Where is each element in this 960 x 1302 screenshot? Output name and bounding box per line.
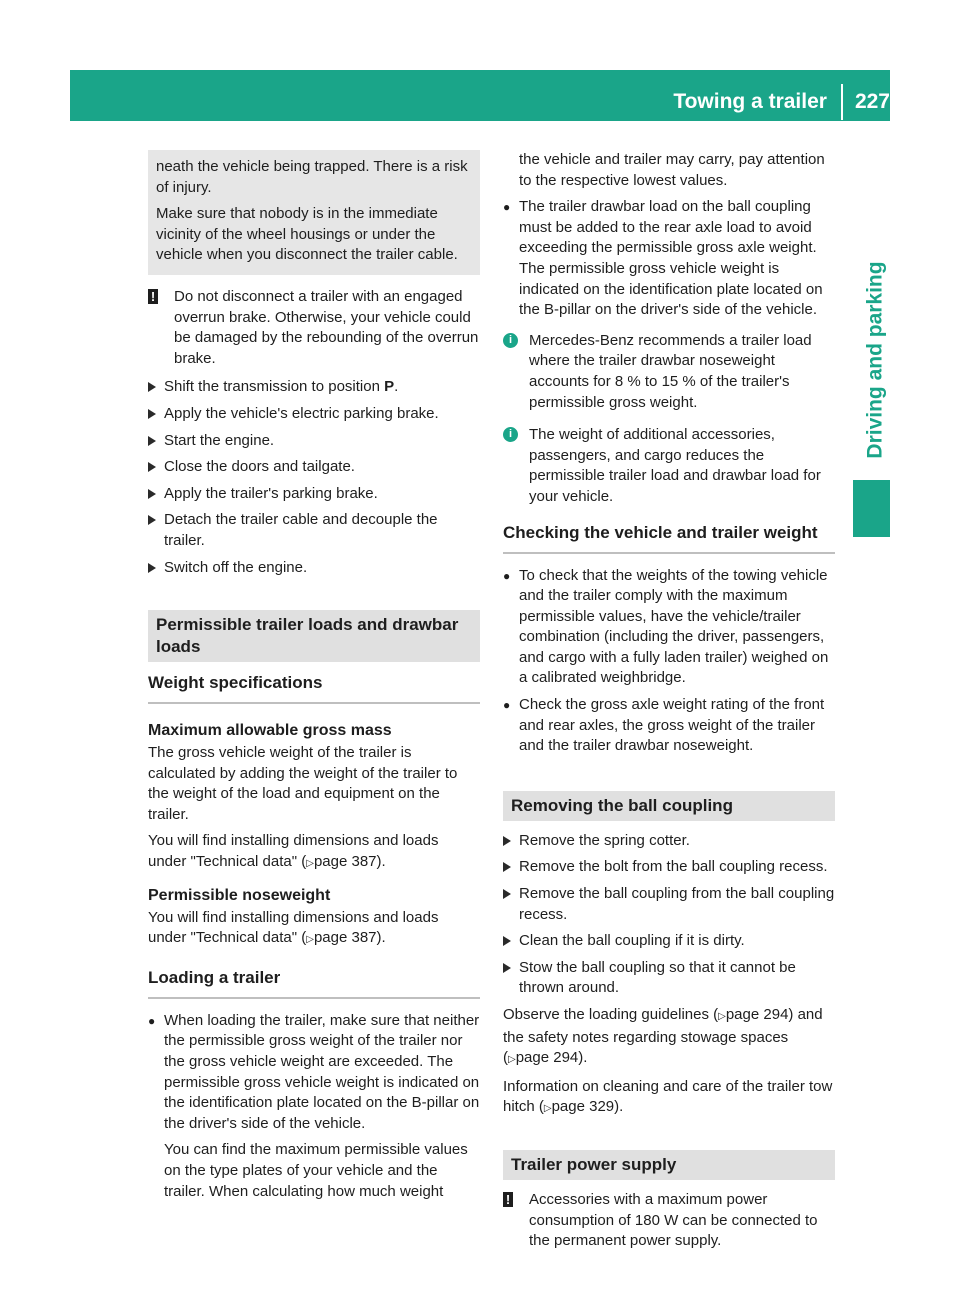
triangle-right-icon: ▷: [306, 858, 314, 870]
side-tab-label: Driving and parking: [863, 261, 887, 459]
triangle-right-icon: ▷: [306, 934, 314, 946]
bullet-list: [503, 566, 835, 757]
info-icon: i: [503, 427, 518, 442]
section-heading: Removing the ball coupling: [503, 791, 835, 821]
paragraph: You will find installing dimensions and loads under "Technical data" (▷page 387).: [148, 908, 439, 947]
subsection-heading: Weight specifications: [148, 672, 480, 704]
subsection-heading: Checking the vehicle and trailer weight: [503, 522, 835, 554]
arrow-right-icon: [148, 489, 156, 499]
exclamation-icon: !: [148, 289, 158, 304]
bullet-icon: ●: [148, 1013, 156, 1028]
arrow-right-icon: [148, 563, 156, 573]
page-title: Towing a trailer: [673, 90, 827, 113]
arrow-right-icon: [148, 515, 156, 525]
paragraph: Observe the loading guidelines (▷page 294) and the safety notes regarding stowage spaces (▷page 294).: [503, 1006, 823, 1067]
notice-text: Do not disconnect a trailer with an engaged overrun brake. Otherwise, your vehicle could be damaged by the rebounding of the overrun brake.: [174, 287, 479, 367]
info-icon: i: [503, 333, 518, 348]
list-item: ● Check the gross axle weight rating of the front and rear axles, the gross weight of the trailer and the trailer drawbar noseweight.: [503, 696, 825, 755]
arrow-right-icon: [503, 836, 511, 846]
arrow-right-icon: [503, 862, 511, 872]
header-divider: [841, 84, 843, 120]
step-list: [503, 831, 835, 999]
page-link[interactable]: page 294: [725, 1006, 789, 1023]
arrow-right-icon: [503, 936, 511, 946]
arrow-right-icon: [148, 462, 156, 472]
arrow-right-icon: [148, 409, 156, 419]
list-item: Stow the ball coupling so that it cannot be thrown around.: [503, 958, 835, 999]
list-item: Clean the ball coupling if it is dirty.: [503, 931, 835, 952]
triangle-right-icon: ▷: [718, 1011, 726, 1022]
subsection-heading: Loading a trailer: [148, 967, 480, 999]
subheading: Maximum allowable gross mass: [148, 722, 392, 740]
section-heading: Trailer power supply: [503, 1150, 835, 1180]
list-item: ● To check that the weights of the towing vehicle and the trailer comply with the maximum permissible values, have the vehicle/trailer combination (including the driver, passengers, and cargo with a fully laden trailer) weighed on a calibrated weighbridge.: [503, 566, 829, 687]
page-link[interactable]: page 329: [551, 1098, 615, 1116]
list-item: Remove the ball coupling from the ball coupling recess.: [503, 884, 835, 925]
notice: [148, 287, 480, 369]
notice: ! Accessories with a maximum power consumption of 180 W can be connected to the permanent power supply.: [503, 1190, 835, 1252]
list-item: ● The trailer drawbar load on the ball coupling must be added to the rear axle load to avoid exceeding the permissible gross axle weight. The permissible gross vehicle weight is indicated on the identification plate located on the B-pillar on the driver's side of the vehicle.: [503, 198, 823, 319]
warning-text: Make sure that nobody is in the immediate vicinity of the wheel housings or under the vehicle when you disconnect the trailer cable.: [156, 205, 458, 264]
continuation: the vehicle and trailer may carry, pay attention to the respective lowest values.: [519, 151, 825, 189]
bullet-icon: ●: [503, 568, 511, 583]
warning-text: neath the vehicle being trapped. There is a risk of injury.: [156, 158, 468, 196]
triangle-right-icon: ▷: [543, 1103, 552, 1115]
side-tab: [858, 250, 894, 470]
step-list: [148, 377, 480, 578]
list-item: Apply the vehicle's electric parking brake.: [148, 404, 480, 425]
paragraph: The gross vehicle weight of the trailer is calculated by adding the weight of the trailer to the weight of the load and equipment on the trailer.: [148, 744, 458, 823]
paragraph: You will find installing dimensions and loads under "Technical data" (▷page 387).: [148, 832, 439, 871]
page-number: 227: [854, 90, 890, 113]
side-marker: [853, 480, 890, 537]
paragraph: Information on cleaning and care of the trailer tow hitch (▷page 329).: [503, 1077, 833, 1116]
page-link[interactable]: page 387: [313, 853, 377, 871]
bullet-icon: ●: [503, 200, 511, 215]
page-link[interactable]: page 294: [515, 1049, 579, 1067]
list-item: Remove the bolt from the ball coupling recess.: [503, 857, 835, 878]
right-column: [503, 150, 835, 1264]
list-item: Start the engine.: [148, 431, 480, 452]
info-note: i Mercedes-Benz recommends a trailer load where the trailer drawbar noseweight accounts for 8 % to 15 % of the trailer's permissible gross weight.: [503, 331, 835, 413]
exclamation-icon: !: [503, 1192, 513, 1207]
list-item: ● When loading the trailer, make sure that neither the permissible gross weight of the trailer nor the gross vehicle weight are exceeded. The permissible gross vehicle weight is indicated on the identification plate located on the B-pillar on the driver's side of the vehicle. You can find the maximum permissible values on the type plates of your vehicle and the trailer. When calculating how much weight: [148, 1011, 480, 1200]
arrow-right-icon: [503, 963, 511, 973]
list-item: Remove the spring cotter.: [503, 831, 835, 852]
section-heading: Permissible trailer loads and drawbar loads: [148, 610, 480, 662]
subheading: Permissible noseweight: [148, 886, 331, 904]
info-note: i The weight of additional accessories, passengers, and cargo reduces the permissible trailer load and drawbar load for your vehicle.: [503, 425, 835, 507]
list-item: Detach the trailer cable and decouple the trailer.: [148, 510, 480, 551]
warning-box: [148, 150, 480, 275]
list-item: Switch off the engine.: [148, 558, 480, 579]
header: [673, 84, 890, 120]
bullet-icon: ●: [503, 698, 511, 713]
left-column: [148, 150, 480, 1208]
arrow-right-icon: [503, 889, 511, 899]
page-link[interactable]: page 387: [313, 929, 377, 947]
list-item: Close the doors and tailgate.: [148, 457, 480, 478]
list-item: Shift the transmission to position P.: [148, 377, 480, 398]
arrow-right-icon: [148, 436, 156, 446]
arrow-right-icon: [148, 382, 156, 392]
triangle-right-icon: ▷: [508, 1054, 516, 1066]
list-item: Apply the trailer's parking brake.: [148, 484, 480, 505]
